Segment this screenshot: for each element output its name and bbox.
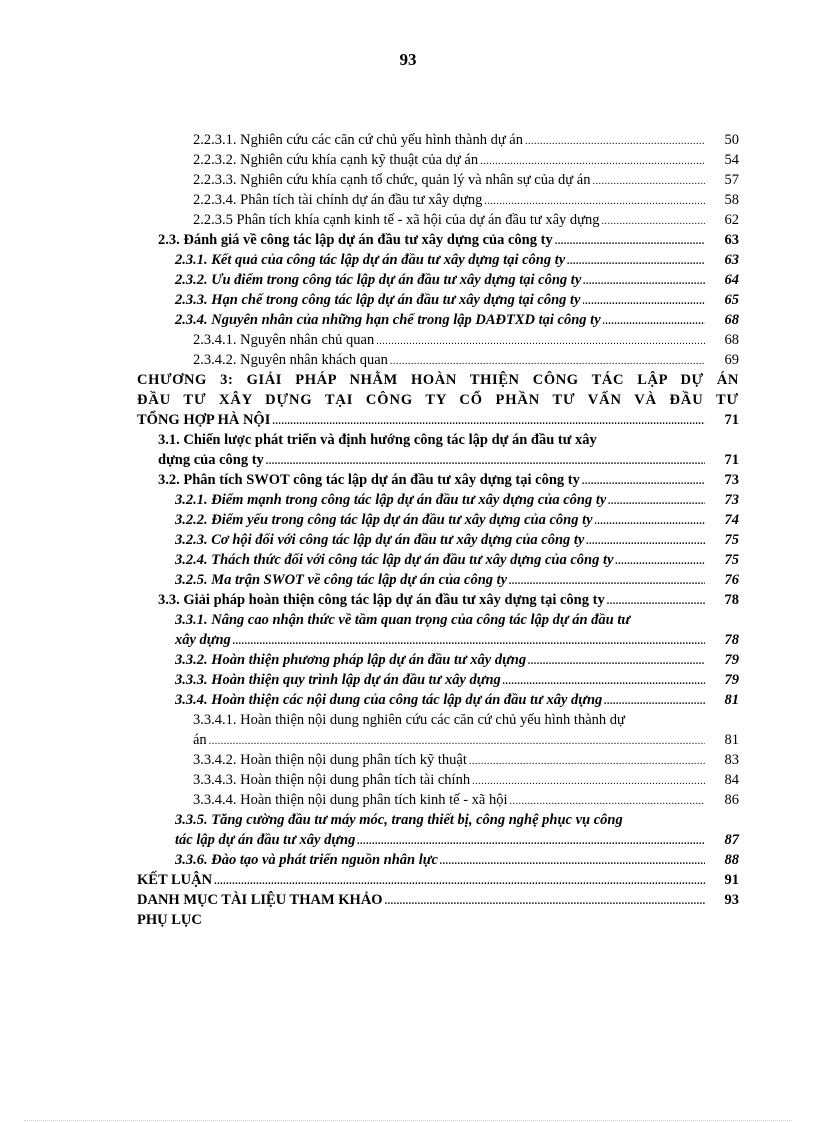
toc-entry-title: 2.2.3.3. Nghiên cứu khía cạnh tổ chức, quản lý và nhân sự của dự án [193,172,591,188]
dot-leader [509,572,705,592]
dot-leader [480,152,705,172]
dot-leader [525,132,705,152]
dot-leader [582,472,705,492]
toc-entry-page: 79 [724,672,739,688]
toc-entry-title: TỔNG HỢP HÀ NỘI [137,412,271,428]
toc-entry[interactable] [175,490,739,510]
dot-leader [440,852,705,872]
toc-entry[interactable] [175,270,739,290]
page-bottom-divider [24,1120,792,1121]
toc-entry-page: 65 [724,292,739,308]
toc-entry-page: 73 [724,472,739,488]
dot-leader [608,492,705,512]
dot-leader [528,652,705,672]
toc-entry-page: 71 [724,412,739,428]
toc-entry-title: 3.3.2. Hoàn thiện phương pháp lập dự án đầu tư xây dựng [175,652,527,668]
toc-entry-title-line-1[interactable]: 3.3.1. Nâng cao nhận thức về tầm quan trọng của công tác lập dự án đầu tư [175,612,631,628]
toc-entry-title: 3.2.1. Điểm mạnh trong công tác lập dự án đầu tư xây dựng của công ty [175,492,607,508]
toc-entry[interactable] [137,890,739,910]
dot-leader [615,552,705,572]
toc-entry[interactable] [137,410,739,430]
toc-entry[interactable] [175,630,739,650]
toc-entry-page: 79 [724,652,739,668]
toc-entry-page: 50 [724,132,739,148]
dot-leader [385,892,705,912]
dot-leader [555,232,705,252]
dot-leader [233,632,705,652]
dot-leader [472,772,705,792]
dot-leader [209,732,705,752]
toc-entry[interactable] [175,670,739,690]
toc-entry-page: 57 [724,172,739,188]
toc-entry-title: 3.3.4.3. Hoàn thiện nội dung phân tích tài chính [193,772,471,788]
chapter-3-heading-line-1[interactable]: CHƯƠNG 3: GIẢI PHÁP NHẰM HOÀN THIỆN CÔNG TÁC LẬP DỰ ÁN [137,372,739,388]
toc-entry[interactable] [158,470,739,490]
toc-entry-title-line-1[interactable]: 3.3.5. Tăng cường đầu tư máy móc, trang thiết bị, công nghệ phục vụ công [175,812,623,828]
toc-entry-title: 3.2.2. Điểm yếu trong công tác lập dự án đầu tư xây dựng của công ty [175,512,593,528]
dot-leader [602,212,705,232]
toc-entry[interactable] [175,830,739,850]
toc-entry-title: 3.3.3. Hoàn thiện quy trình lập dự án đầu tư xây dựng [175,672,501,688]
toc-entry-page: 64 [724,272,739,288]
dot-leader [272,412,705,432]
toc-entry-title: 2.3.3. Hạn chế trong công tác lập dự án đầu tư xây dựng tại công ty [175,292,581,308]
toc-entry-title: 2.2.3.2. Nghiên cứu khía cạnh kỹ thuật của dự án [193,152,479,168]
dot-leader [607,592,705,612]
toc-entry-title: DANH MỤC TÀI LIỆU THAM KHẢO [137,892,383,908]
toc-entry-title: 3.2. Phân tích SWOT công tác lập dự án đầu tư xây dựng tại công ty [158,472,580,488]
dot-leader [266,452,705,472]
toc-entry-title: 2.3.4.2. Nguyên nhân khách quan [193,352,388,368]
toc-entry-page: 69 [724,352,739,368]
dot-leader [595,512,705,532]
toc-entry[interactable] [193,770,739,790]
toc-entry[interactable] [193,130,739,150]
toc-entry-title: 2.2.3.1. Nghiên cứu các căn cứ chủ yếu hình thành dự án [193,132,523,148]
dot-leader [583,292,706,312]
toc-entry-title: 3.2.4. Thách thức đối với công tác lập dự án đầu tư xây dựng của công ty [175,552,614,568]
toc-entry[interactable] [193,330,739,350]
toc-entry-title: 2.3.2. Ưu điểm trong công tác lập dự án đầu tư xây dựng tại công ty [175,272,582,288]
toc-entry-page: 91 [724,872,739,888]
dot-leader [469,752,705,772]
dot-leader [390,352,705,372]
toc-entry[interactable] [193,350,739,370]
toc-entry-page: 78 [724,592,739,608]
toc-entry[interactable] [193,790,739,810]
toc-entry[interactable] [175,510,739,530]
toc-entry-page: 58 [724,192,739,208]
toc-entry[interactable] [175,250,739,270]
toc-entry[interactable] [175,290,739,310]
toc-entry[interactable] [193,750,739,770]
chapter-3-heading-line-2[interactable]: ĐẦU TƯ XÂY DỰNG TẠI CÔNG TY CỔ PHẦN TƯ VẤN VÀ ĐẦU TƯ [137,392,739,408]
toc-entry[interactable] [175,650,739,670]
toc-entry-page: 81 [724,692,739,708]
toc-entry-title: 3.2.5. Ma trận SWOT về công tác lập dự án của công ty [175,572,508,588]
toc-entry-page: 81 [724,732,739,748]
toc-entry-page: 71 [724,452,739,468]
toc-entry-title: 3.3.4.2. Hoàn thiện nội dung phân tích kỹ thuật [193,752,467,768]
toc-entry-title: 3.3. Giải pháp hoàn thiện công tác lập dự án đầu tư xây dựng tại công ty [158,592,605,608]
toc-entry-page: 63 [724,252,739,268]
toc-entry-page: 76 [724,572,739,588]
toc-entry[interactable] [175,570,739,590]
toc-entry[interactable] [158,450,739,470]
toc-entry-page: 74 [724,512,739,528]
toc-entry-page: 75 [724,532,739,548]
toc-entry-title: xây dựng [175,632,231,648]
toc-entry[interactable] [175,310,739,330]
toc-entry-title: KẾT LUẬN [137,872,213,888]
toc-entry[interactable] [193,190,739,210]
dot-leader [357,832,705,852]
toc-entry-appendix[interactable]: PHỤ LỤC [137,912,202,928]
toc-entry-page: 86 [724,792,739,808]
dot-leader [592,172,705,192]
toc-entry-title: 2.2.3.4. Phân tích tài chính dự án đầu tư xây dựng [193,192,483,208]
dot-leader [510,792,705,812]
toc-entry-title: 2.3. Đánh giá về công tác lập dự án đầu tư xây dựng của công ty [158,232,553,248]
toc-entry-page: 84 [724,772,739,788]
toc-entry-page: 83 [724,752,739,768]
toc-entry-page: 62 [724,212,739,228]
toc-entry[interactable] [193,730,739,750]
toc-entry[interactable] [193,210,739,230]
toc-entry-title-line-1[interactable]: 3.3.4.1. Hoàn thiện nội dung nghiên cứu các căn cứ chủ yếu hình thành dự [193,712,625,728]
toc-entry[interactable] [158,230,739,250]
toc-entry-title: 2.3.1. Kết quả của công tác lập dự án đầu tư xây dựng tại công ty [175,252,566,268]
toc-entry-page: 88 [724,852,739,868]
toc-entry[interactable] [193,170,739,190]
toc-entry-title: 3.3.4.4. Hoàn thiện nội dung phân tích kinh tế - xã hội [193,792,508,808]
toc-entry-title: tác lập dự án đầu tư xây dựng [175,832,356,848]
toc-entry-title: 2.2.3.5 Phân tích khía cạnh kinh tế - xã hội của dự án đầu tư xây dựng [193,212,600,228]
toc-entry-page: 73 [724,492,739,508]
dot-leader [604,692,705,712]
toc-entry-title: 3.2.3. Cơ hội đối với công tác lập dự án đầu tư xây dựng của công ty [175,532,585,548]
toc-entry[interactable] [175,690,739,710]
toc-entry[interactable] [193,150,739,170]
dot-leader [586,532,705,552]
dot-leader [503,672,705,692]
toc-entry-page: 93 [724,892,739,908]
toc-entry-page: 87 [724,832,739,848]
toc-entry-page: 75 [724,552,739,568]
dot-leader [583,272,705,292]
toc-entry-title-line-1[interactable]: 3.1. Chiến lược phát triển và định hướng công tác lập dự án đầu tư xây [158,432,597,448]
toc-entry[interactable] [175,850,739,870]
toc-entry-title: 2.3.4.1. Nguyên nhân chủ quan [193,332,375,348]
toc-entry-page: 63 [724,232,739,248]
toc-entry[interactable] [137,870,739,890]
toc-entry-page: 54 [724,152,739,168]
toc-entry-page: 68 [724,332,739,348]
dot-leader [376,332,705,352]
toc-entry-title: 2.3.4. Nguyên nhân của những hạn chế trong lập DAĐTXD tại công ty [175,312,601,328]
toc-entry[interactable] [158,590,739,610]
toc-entry[interactable] [175,550,739,570]
toc-entry-page: 78 [724,632,739,648]
toc-entry[interactable] [175,530,739,550]
toc-entry-title: án [193,732,207,748]
toc-entry-title: 3.3.4. Hoàn thiện các nội dung của công tác lập dự án đầu tư xây dựng [175,692,603,708]
toc-entry-title: 3.3.6. Đào tạo và phát triển nguồn nhân lực [175,852,438,868]
dot-leader [484,192,705,212]
toc-entry-title: dựng của công ty [158,452,264,468]
dot-leader [603,312,705,332]
dot-leader [567,252,705,272]
dot-leader [214,872,705,892]
page-number: 93 [399,50,417,69]
toc-entry-page: 68 [724,312,739,328]
